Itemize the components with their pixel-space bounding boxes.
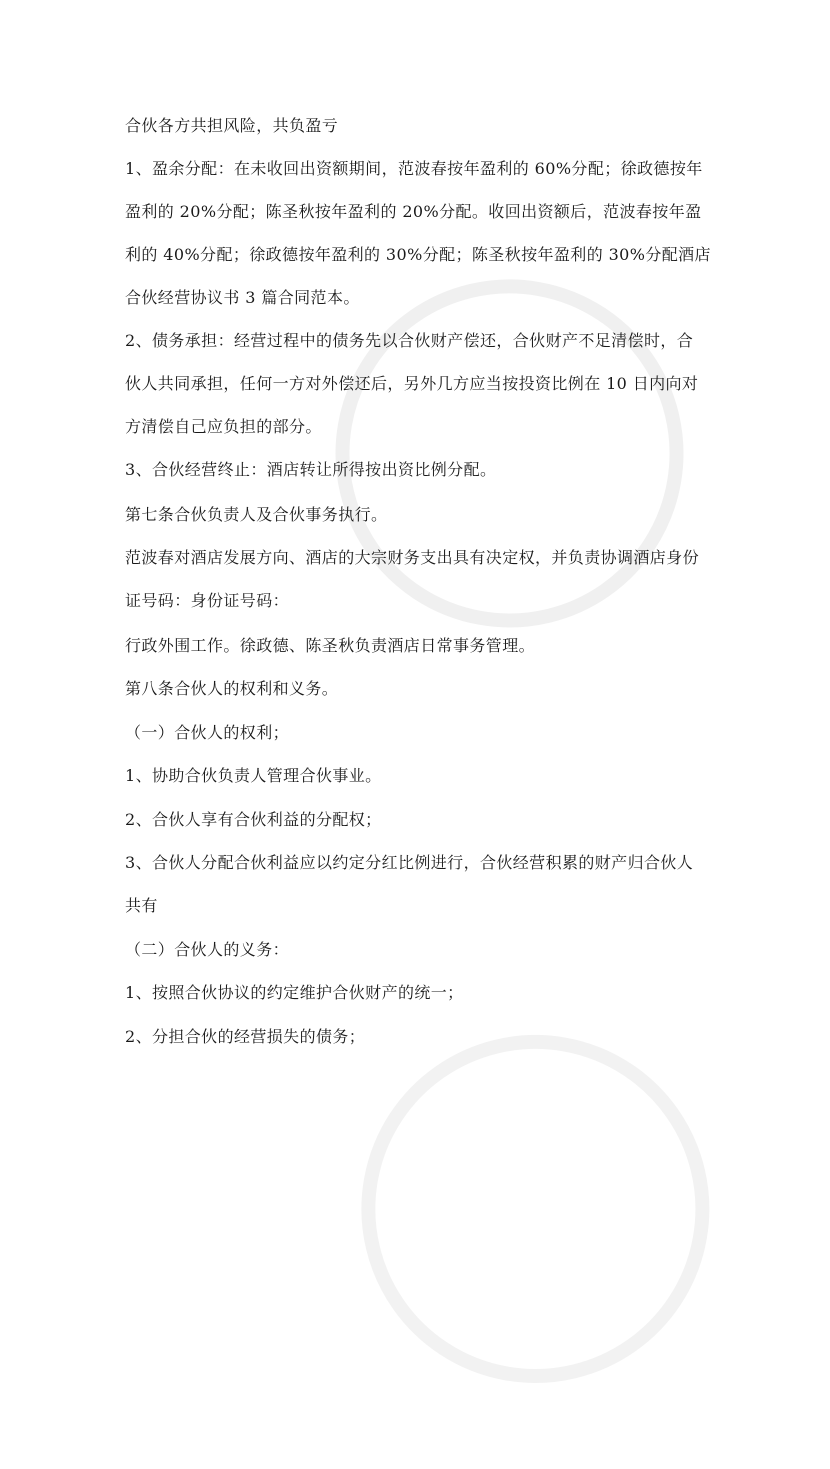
text-line: 2、债务承担：经营过程中的债务先以合伙财产偿还，合伙财产不足清偿时，合 [125,331,694,350]
section-heading: （二）合伙人的义务： [125,940,290,959]
text-line: 1、按照合伙协议的约定维护合伙财产的统一； [125,983,464,1002]
watermark-seal-bottom [257,949,683,1331]
text-line: 3、合伙经营终止：酒店转让所得按出资比例分配。 [125,460,497,479]
text-line: 2、合伙人享有合伙利益的分配权； [125,810,382,829]
text-line: 证号码：身份证号码： [125,591,290,610]
text-line: 方清偿自己应负担的部分。 [125,417,322,436]
text-line: 合伙经营协议书 3 篇合同范本。 [125,288,360,307]
text-line: 范波春对酒店发展方向、酒店的大宗财务支出具有决定权，并负责协调酒店身份 [125,548,700,567]
text-line: 共有 [125,896,158,915]
article-heading: 第七条合伙负责人及合伙事务执行。 [125,505,388,524]
text-line: 行政外围工作。徐政德、陈圣秋负责酒店日常事务管理。 [125,636,536,655]
article-heading: 第八条合伙人的权利和义务。 [125,679,339,698]
text-line: 合伙各方共担风险，共负盈亏 [125,116,339,135]
text-line: 盈利的 20%分配；陈圣秋按年盈利的 20%分配。收回出资额后，范波春按年盈 [125,202,702,221]
text-line: 1、盈余分配：在未收回出资额期间，范波春按年盈利的 60%分配；徐政德按年 [125,159,703,178]
text-line: 伙人共同承担，任何一方对外偿还后，另外几方应当按投资比例在 10 日内向对 [125,374,699,393]
text-line: 1、协助合伙负责人管理合伙事业。 [125,766,382,785]
text-line: 2、分担合伙的经营损失的债务； [125,1027,366,1046]
text-line: 3、合伙人分配合伙利益应以约定分红比例进行，合伙经营积累的财产归合伙人 [125,853,694,872]
section-heading: （一）合伙人的权利； [125,723,290,742]
text-line: 利的 40%分配；徐政德按年盈利的 30%分配；陈圣秋按年盈利的 30%分配酒店 [125,245,711,264]
